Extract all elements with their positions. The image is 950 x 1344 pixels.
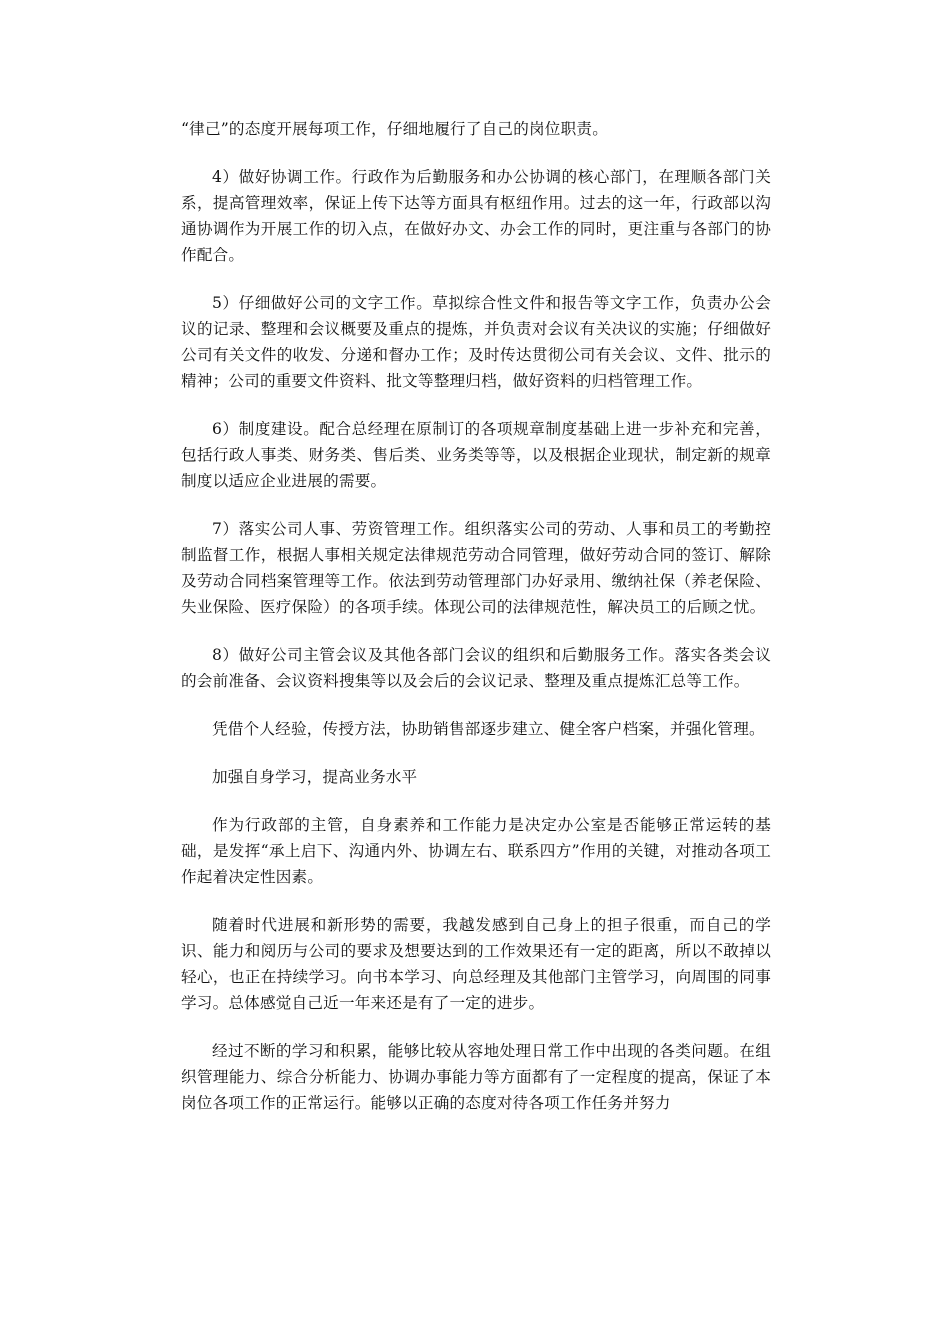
paragraph-customer-files: 凭借个人经验，传授方法，协助销售部逐步建立、健全客户档案，并强化管理。	[212, 720, 765, 738]
paragraph-accumulation: 经过不断的学习和积累，能够比较从容地处理日常工作中出现的各类问题。在组织管理能力、综合分析能力、协调办事能力等方面都有了一定程度的提高，保证了本岗位各项工作的正常运行。能够以正确的态度对待各项工作任务并努力	[181, 1042, 771, 1112]
paragraph-system-building: 6）制度建设。配合总经理在原制订的各项规章制度基础上进一步补充和完善，包括行政人事类、财务类、售后类、业务类等等，以及根据企业现状，制定新的规章制度以适应企业进展的需要。	[181, 420, 771, 490]
paragraph-writing-work: 5）仔细做好公司的文字工作。草拟综合性文件和报告等文字工作，负责办公会议的记录、整理和会议概要及重点的提炼，并负责对会议有关决议的实施；仔细做好公司有关文件的收发、分递和督办工作；及时传达贯彻公司有关会议、文件、批示的精神；公司的重要文件资料、批文等整理归档，做好资料的归档管理工作。	[181, 294, 771, 390]
paragraph-personnel-management: 7）落实公司人事、劳资管理工作。组织落实公司的劳动、人事和员工的考勤控制监督工作，根据人事相关规定法律规范劳动合同管理，做好劳动合同的签订、解除及劳动合同档案管理等工作。依法到劳动管理部门办好录用、缴纳社保（养老保险、失业保险、医疗保险）的各项手续。体现公司的法律规范性，解决员工的后顾之忧。	[181, 520, 771, 616]
paragraph-coordination-work: 4）做好协调工作。行政作为后勤服务和办公协调的核心部门，在理顺各部门关系，提高管理效率，保证上传下达等方面具有枢纽作用。过去的这一年，行政部以沟通协调作为开展工作的切入点，在做好办文、办会工作的同时，更注重与各部门的协作配合。	[181, 168, 771, 264]
section-heading-self-study: 加强自身学习，提高业务水平	[212, 768, 418, 786]
paragraph-continuous-learning: 随着时代进展和新形势的需要，我越发感到自己身上的担子很重，而自己的学识、能力和阅历与公司的要求及想要达到的工作效果还有一定的距离，所以不敢掉以轻心，也正在持续学习。向书本学习、向总经理及其他部门主管学习，向周围的同事学习。总体感觉自己近一年来还是有了一定的进步。	[181, 916, 771, 1012]
paragraph-continuation: “律己”的态度开展每项工作，仔细地履行了自己的岗位职责。	[181, 120, 608, 138]
document-body	[181, 116, 771, 1138]
paragraph-supervisor-role: 作为行政部的主管，自身素养和工作能力是决定办公室是否能够正常运转的基础，是发挥“承上启下、沟通内外、协调左右、联系四方”作用的关键，对推动各项工作起着决定性因素。	[181, 816, 771, 886]
paragraph-meeting-services: 8）做好公司主管会议及其他各部门会议的组织和后勤服务工作。落实各类会议的会前准备、会议资料搜集等以及会后的会议记录、整理及重点提炼汇总等工作。	[181, 646, 771, 690]
